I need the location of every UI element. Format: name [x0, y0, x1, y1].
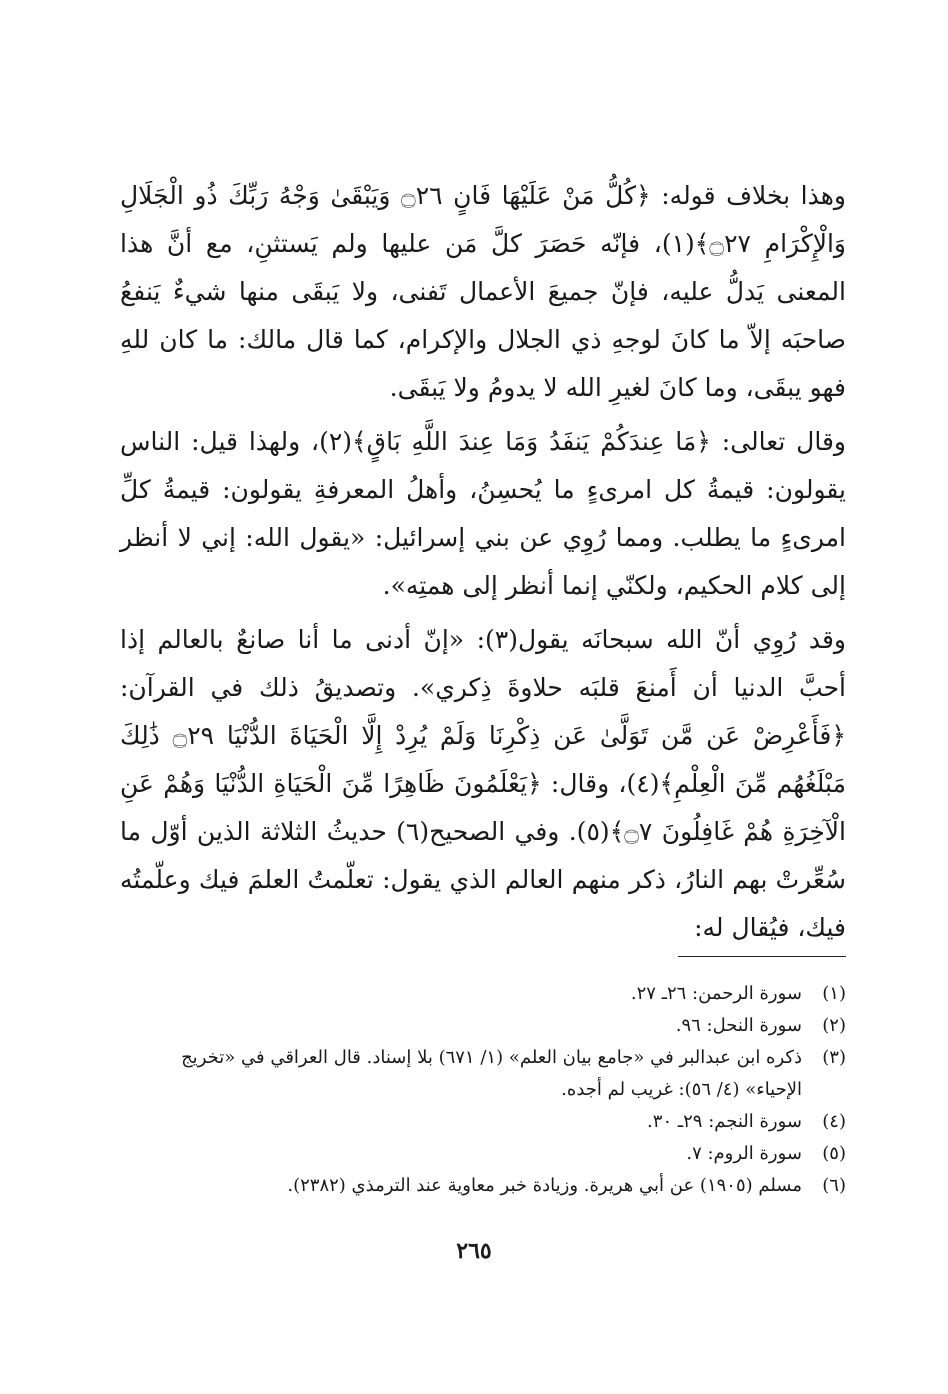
- footnote-text: ذكره ابن عبدالبر في «جامع بيان العلم» (١/ ٦٧١) بلا إسناد. قال العراقي في «تخريج الإحياء» (٤/ ٥٦): غريب لم أجده.: [181, 1047, 802, 1100]
- footnote-text: سورة الرحمن: ٢٦ـ ٢٧.: [630, 983, 802, 1004]
- footnote-6: [120, 1170, 846, 1202]
- paragraph-1: وهذا بخلاف قوله: ﴿كُلُّ مَنْ عَلَيْهَا فَانٍ ۝٢٦ وَيَبْقَىٰ وَجْهُ رَبِّكَ ذُو الْجَلَالِ وَالْإِكْرَامِ ۝٢٧﴾(١)، فإنّه حَصَرَ كلَّ مَن عليها ولم يَستثنِ، مع أنَّ هذا المعنى يَدلُّ عليه، فإنّ جميعَ الأعمال تَفنى، ولا يَبقَى منها شيءٌ يَنفعُ صاحبَه إلاّ ما كانَ لوجهِ ذي الجلال والإكرام، كما قال مالك: ما كان للهِ فهو يبقَى، وما كانَ لغيرِ الله لا يدومُ ولا يَبقَى.: [120, 181, 847, 402]
- footnote-number: (٣): [822, 1047, 846, 1068]
- footnote-number: (١): [822, 983, 846, 1004]
- footnote-text: سورة الروم: ٧.: [686, 1143, 802, 1164]
- page-number: ٢٦٥: [456, 1238, 492, 1264]
- footnote-number: (٦): [822, 1175, 846, 1196]
- footnote-number: (٤): [822, 1111, 846, 1132]
- footnote-3: [120, 1042, 846, 1106]
- footnote-2: [120, 1010, 846, 1042]
- main-text: [120, 172, 846, 952]
- footnote-4: [120, 1106, 846, 1138]
- footnote-text: سورة النحل: ٩٦.: [675, 1015, 802, 1036]
- footnote-text: مسلم (١٩٠٥) عن أبي هريرة. وزيادة خبر معاوية عند الترمذي (٢٣٨٢).: [287, 1175, 802, 1196]
- footnotes: [120, 978, 846, 1202]
- footnote-text: سورة النجم: ٢٩ـ ٣٠.: [647, 1111, 802, 1132]
- paragraph-3: وقد رُوِي أنّ الله سبحانَه يقول(٣): «إنّ أدنى ما أنا صانعٌ بالعالم إذا أحبَّ الدنيا أن أَمنعَ قلبَه حلاوةَ ذِكري». وتصديقُ ذلك في القرآن: ﴿فَأَعْرِضْ عَن مَّن تَوَلَّىٰ عَن ذِكْرِنَا وَلَمْ يُرِدْ إِلَّا الْحَيَاةَ الدُّنْيَا ۝٢٩ ذَٰلِكَ مَبْلَغُهُم مِّنَ الْعِلْمِ﴾(٤)، وقال: ﴿يَعْلَمُونَ ظَاهِرًا مِّنَ الْحَيَاةِ الدُّنْيَا وَهُمْ عَنِ الْآخِرَةِ هُمْ غَافِلُونَ ۝٧﴾(٥). وفي الصحيح(٦) حديثُ الثلاثة الذين أوّل ما سُعِّرتْ بهم النارُ، ذكر منهم العالم الذي يقول: تعلّمتُ العلمَ فيك وعلّمتُه فيك، فيُقال له:: [120, 625, 847, 942]
- paragraph-2: وقال تعالى: ﴿مَا عِندَكُمْ يَنفَدُ وَمَا عِندَ اللَّهِ بَاقٍ﴾(٢)، ولهذا قيل: الناس يقولون: قيمةُ كل امرىءٍ ما يُحسِنُ، وأهلُ المعرفةِ يقولون: قيمةُ كلِّ امرىءٍ ما يطلب. ومما رُوِي عن بني إسرائيل: «يقول الله: إني لا أنظر إلى كلام الحكيم، ولكنّي إنما أنظر إلى همتِه».: [120, 427, 846, 600]
- footnote-number: (٥): [822, 1143, 846, 1164]
- footnote-5: [120, 1138, 846, 1170]
- footnote-1: [120, 978, 846, 1010]
- footnote-number: (٢): [822, 1015, 846, 1036]
- footnote-divider: [678, 956, 846, 957]
